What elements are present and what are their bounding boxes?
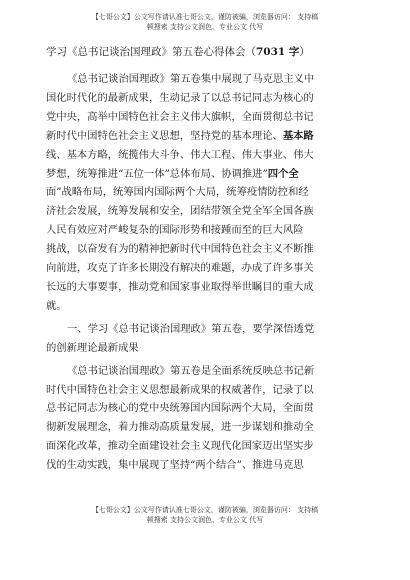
title-word-count: 7031 字 — [256, 46, 300, 58]
text-line: 时代中国特色社会主义思想最新成果的权威著作，记录了以 — [46, 383, 314, 396]
page-header — [40, 12, 370, 32]
text-line: 梦想，统筹推进“五位一体”总体布局、协调推进”四个全 — [46, 167, 299, 180]
text-line: 党中央，高举中国特色社会主义伟大旗帜，全面贯彻总书记 — [46, 110, 314, 123]
paragraph-3 — [46, 362, 372, 475]
footer-line-1: 【七哥公文】公文写作请认准七哥公文，谨防被骗，浏览器访问： 支持稿 — [91, 506, 319, 514]
bold-phrase: 四个全 — [267, 167, 299, 180]
text-line: 长远的大事要事，推动党和国家事业取得举世瞩目的重大成 — [46, 280, 314, 293]
header-line-2: 顿搜索 支持公文润色、专业公文 代写 — [146, 23, 264, 31]
text-line: 人民有效应对严峻复杂的国际形势和接踵而至的巨大风险 — [46, 224, 304, 237]
text-line: 一、学习《总书记谈治国理政》第五卷，要学深悟透党 — [67, 322, 315, 335]
paragraph-1 — [46, 70, 372, 316]
paragraph-2-heading — [46, 320, 372, 358]
text-line: 伐的生动实践，集中展现了坚持“两个结合”、推进马克思 — [46, 459, 304, 472]
title-main: 学习《总书记谈治国理政》第五卷心得体会（ — [46, 46, 256, 58]
text-line: 的创新理论最新成果 — [46, 341, 139, 354]
footer-line-2: 顿搜索 支持公文润色、专业公文 代写 — [146, 516, 264, 524]
text-line: 就。 — [46, 299, 67, 312]
text-line: 总书记同志为核心的党中央统筹国内国际两个大局，全面贯 — [46, 402, 314, 415]
text-line: 面”战略布局，统筹国内国际两个大局，统筹疫情防控和经 — [46, 186, 309, 199]
title-end: ） — [299, 46, 310, 58]
document-title — [46, 44, 372, 60]
text-line: 《总书记谈治国理政》第五卷集中展现了马克思主义中 — [67, 73, 315, 85]
text-line: 《总书记谈治国理政》第五卷是全面系统反映总书记新 — [67, 364, 315, 377]
text-line: 线、基本方略，统揽伟大斗争、伟大工程、伟大事业、伟大 — [46, 148, 314, 161]
text-line: 济社会发展，统筹发展和安全，团结带领全党全军全国各族 — [46, 205, 314, 218]
page-footer — [40, 505, 370, 525]
text-line: 新时代中国特色社会主义思想，坚持党的基本理论、基本路 — [46, 129, 314, 142]
document-body — [46, 70, 372, 475]
bold-phrase: 基本路 — [282, 129, 314, 142]
text-line: 向前进，攻克了许多长期没有解决的难题，办成了许多事关 — [46, 262, 314, 275]
text-line: 彻新发展理念，着力推动高质量发展，进一步谋划和推动全 — [46, 421, 314, 434]
text-line: 面深化改革，推动全面建设社会主义现代化国家迈出坚实步 — [46, 440, 314, 453]
text-line: 挑战，以奋发有为的精神把新时代中国特色社会主义不断推 — [46, 243, 314, 256]
header-line-1: 【七哥公文】公文写作请认准七哥公文，谨防被骗，浏览器访问： 支持稿 — [91, 13, 319, 21]
text-line: 国化时代化的最新成果，生动记录了以总书记同志为核心的 — [46, 91, 314, 104]
